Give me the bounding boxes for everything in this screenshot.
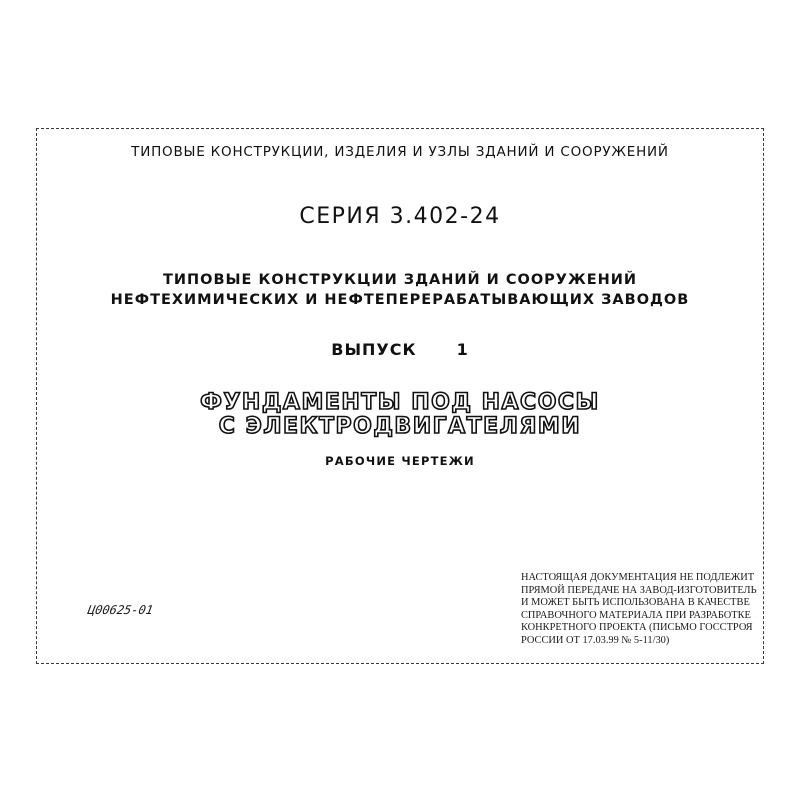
notice-line: ПРЯМОЙ ПЕРЕДАЧЕ НА ЗАВОД-ИЗГОТОВИТЕЛЬ — [521, 584, 757, 596]
notice-line: НАСТОЯЩАЯ ДОКУМЕНТАЦИЯ НЕ ПОДЛЕЖИТ — [521, 572, 755, 583]
notice-line: И МОЖЕТ БЫТЬ ИСПОЛЬЗОВАНА В КАЧЕСТВЕ — [521, 597, 750, 609]
main-title-line-2: С ЭЛЕКТРОДВИГАТЕЛЯМИ — [218, 414, 582, 439]
series-label: СЕРИЯ 3.402-24 — [299, 204, 501, 229]
issue-number: 1 — [456, 340, 469, 359]
subtitle-line-1: ТИПОВЫЕ КОНСТРУКЦИИ ЗДАНИЙ И СООРУЖЕНИЙ — [162, 272, 638, 288]
handwritten-code-stamp: Ц00625-01 — [86, 603, 155, 617]
subtitle-line-2: НЕФТЕХИМИЧЕСКИХ И НЕФТЕПЕРЕРАБАТЫВАЮЩИХ ЗАВОДОВ — [110, 292, 690, 308]
collection-title: ТИПОВЫЕ КОНСТРУКЦИИ, ИЗДЕЛИЯ И УЗЛЫ ЗДАНИЙ И СООРУЖЕНИЙ — [131, 144, 669, 160]
usage-notice — [521, 572, 771, 648]
notice-line: СПРАВОЧНОГО МАТЕРИАЛА ПРИ РАЗРАБОТКЕ — [521, 609, 751, 621]
issue-label: ВЫПУСК — [331, 340, 417, 359]
document-type: РАБОЧИЕ ЧЕРТЕЖИ — [325, 454, 475, 468]
notice-line: КОНКРЕТНОГО ПРОЕКТА (ПИСЬМО ГОССТРОЯ — [521, 622, 753, 634]
main-title-line-1: ФУНДАМЕНТЫ ПОД НАСОСЫ — [200, 390, 600, 415]
notice-line: РОССИИ ОТ 17.03.99 № 5-11/30) — [521, 634, 670, 646]
issue-heading — [0, 340, 800, 359]
